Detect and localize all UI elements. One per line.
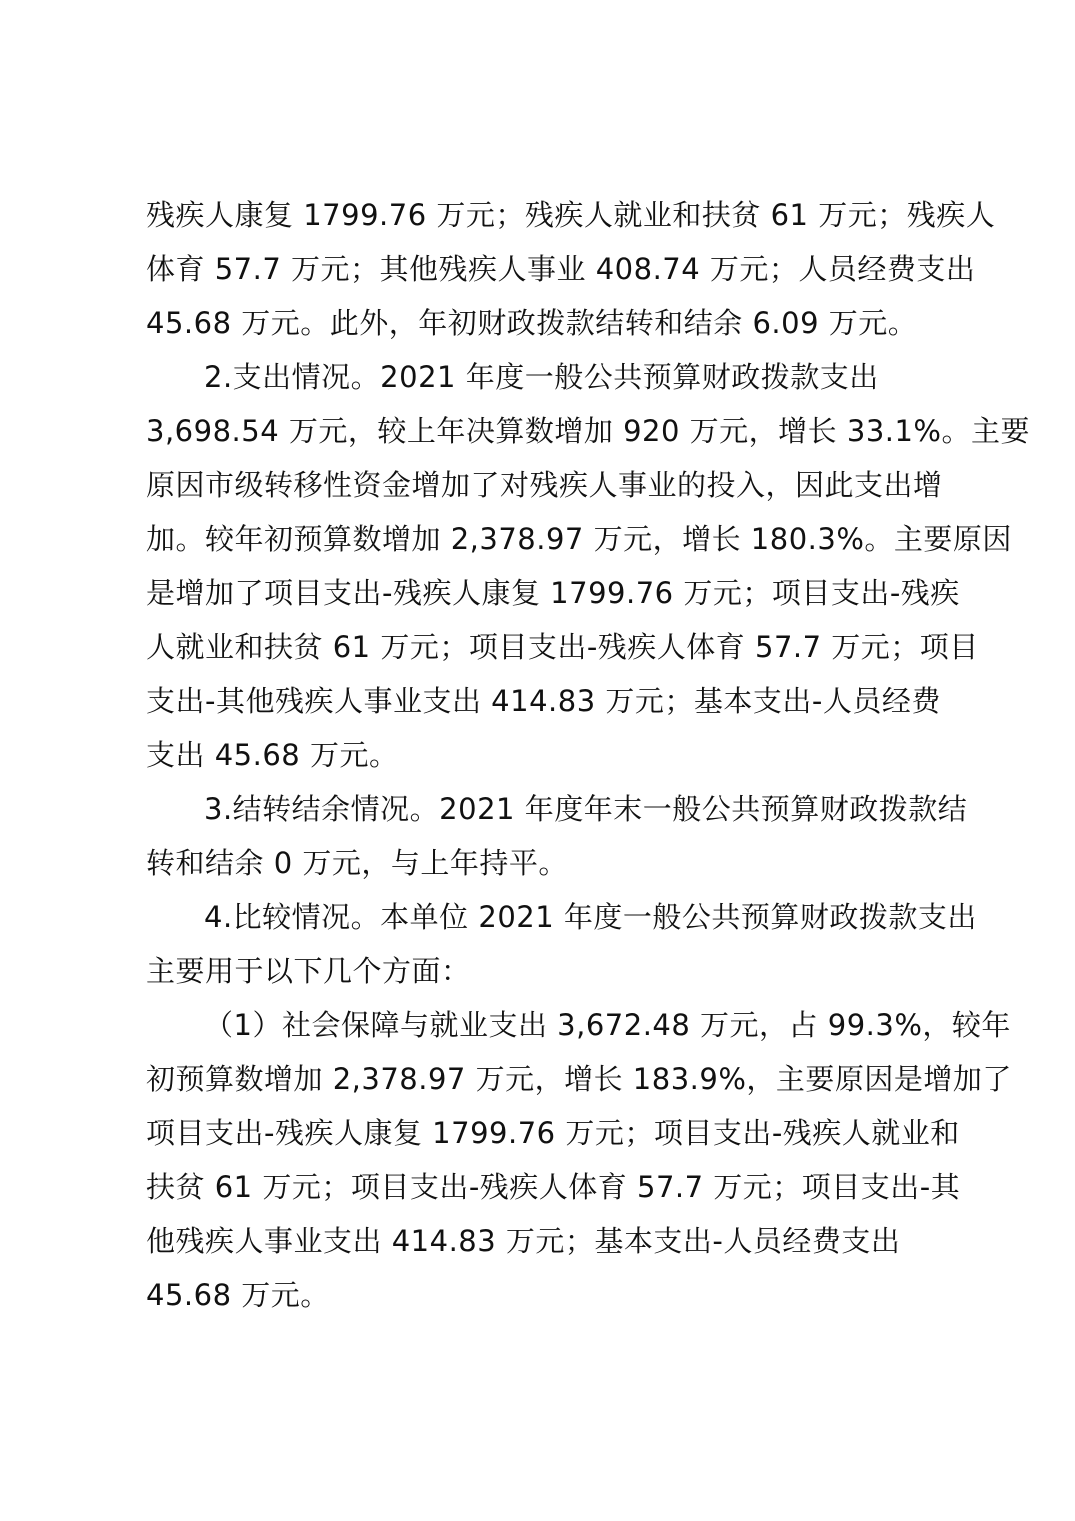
text-line: 项目支出-残疾人康复 1799.76 万元；项目支出-残疾人就业和: [146, 1116, 960, 1150]
text-line: 支出-其他残疾人事业支出 414.83 万元；基本支出-人员经费: [146, 684, 941, 718]
document-body: [146, 188, 1030, 1322]
text-line: 45.68 万元。此外，年初财政拨款结转和结余 6.09 万元。: [146, 306, 918, 340]
text-line: 4.比较情况。本单位 2021 年度一般公共预算财政拨款支出: [204, 900, 977, 934]
text-line: 体育 57.7 万元；其他残疾人事业 408.74 万元；人员经费支出: [146, 252, 976, 286]
paragraph-balance: [146, 782, 968, 890]
paragraph-continuation: [146, 188, 996, 350]
text-line: 主要用于以下几个方面：: [146, 954, 471, 988]
text-line: 人就业和扶贫 61 万元；项目支出-残疾人体育 57.7 万元；项目: [146, 630, 979, 664]
text-line: 支出 45.68 万元。: [146, 738, 399, 772]
text-line: 扶贫 61 万元；项目支出-残疾人体育 57.7 万元；项目支出-其: [146, 1170, 961, 1204]
text-line: 残疾人康复 1799.76 万元；残疾人就业和扶贫 61 万元；残疾人: [146, 198, 996, 232]
text-line: 他残疾人事业支出 414.83 万元；基本支出-人员经费支出: [146, 1224, 901, 1258]
text-line: 2.支出情况。2021 年度一般公共预算财政拨款支出: [204, 360, 879, 394]
text-line: 转和结余 0 万元，与上年持平。: [146, 846, 568, 880]
text-line: 是增加了项目支出-残疾人康复 1799.76 万元；项目支出-残疾: [146, 576, 960, 610]
text-line: 3,698.54 万元，较上年决算数增加 920 万元，增长 33.1%。主要: [146, 414, 1030, 448]
text-line: 45.68 万元。: [146, 1278, 330, 1312]
text-line: 3.结转结余情况。2021 年度年末一般公共预算财政拨款结: [204, 792, 968, 826]
paragraph-social-security: [146, 998, 1012, 1322]
text-line: （1）社会保障与就业支出 3,672.48 万元，占 99.3%，较年: [204, 1008, 1011, 1042]
text-line: 加。较年初预算数增加 2,378.97 万元，增长 180.3%。主要原因: [146, 522, 1012, 556]
paragraph-comparison: [146, 890, 977, 998]
text-line: 原因市级转移性资金增加了对残疾人事业的投入，因此支出增: [146, 468, 943, 502]
text-line: 初预算数增加 2,378.97 万元，增长 183.9%，主要原因是增加了: [146, 1062, 1012, 1096]
paragraph-expenditure: [146, 350, 1030, 782]
